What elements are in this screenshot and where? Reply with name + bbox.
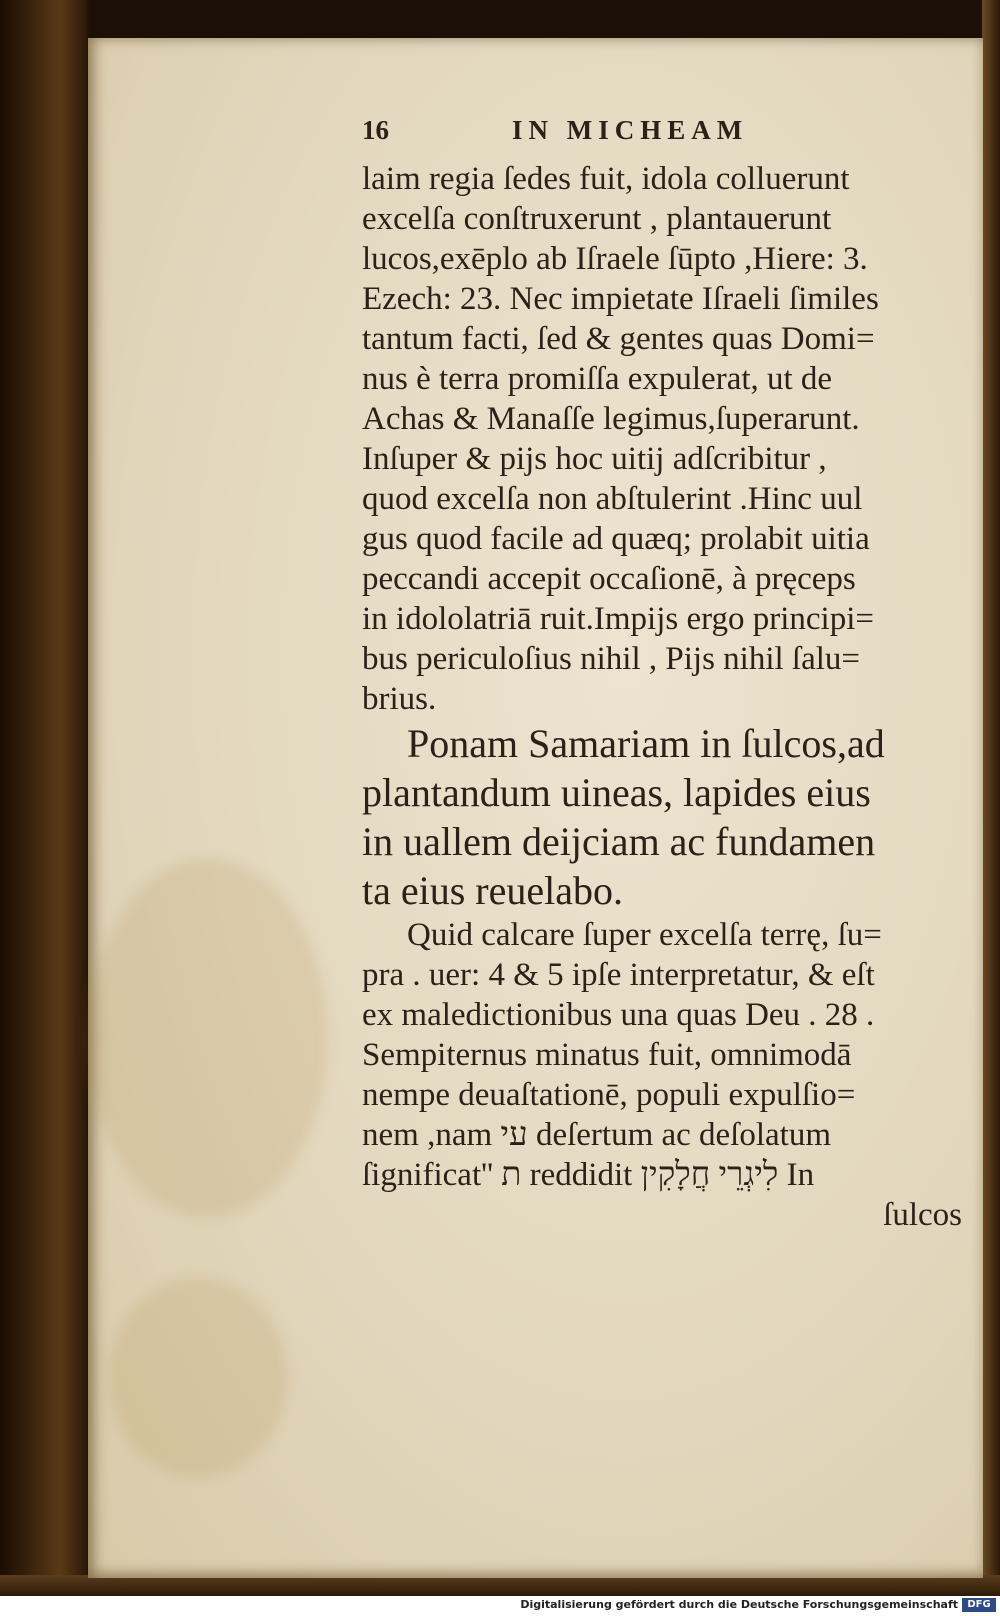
water-stain: [108, 1278, 288, 1478]
verse-line: ta eius reuelabo.: [362, 868, 623, 913]
text-line: quod excelſa non abſtulerint .Hinc uul: [362, 481, 863, 517]
text-line: excelſa conſtruxerunt , plantauerunt: [362, 201, 832, 237]
book-edge-bottom: [0, 1575, 1000, 1597]
text-line: bus periculoſius nihil , Pijs nihil ſalu=: [362, 641, 861, 677]
text-line: nempe deuaſtationē, populi expulſio=: [362, 1077, 856, 1113]
text-line: laim regia ſedes fuit, idola colluerunt: [362, 161, 850, 197]
commentary-paragraph: [362, 159, 962, 719]
text-line: pra . uer: 4 & 5 ipſe interpretatur, & eſt: [362, 957, 875, 993]
water-stain: [88, 858, 328, 1218]
scripture-verse: [362, 719, 962, 915]
text-block: [362, 115, 962, 1235]
text-line: gus quod facile ad quæq; prolabit uitia: [362, 521, 870, 557]
text-line: Ezech: 23. Nec impietate Iſraeli ſimiles: [362, 281, 879, 317]
text-line: in idololatriā ruit.Impijs ergo principi=: [362, 601, 874, 637]
page-number: 16: [362, 115, 389, 145]
page-header: [362, 115, 962, 155]
text-line: Sempiternus minatus fuit, omnimodā: [362, 1037, 852, 1073]
verse-line: in uallem deijciam ac fundamen: [362, 819, 876, 864]
dfg-logo: DFG: [962, 1598, 996, 1612]
text-line: Inſuper & pijs hoc uitij adſcribitur ,: [362, 441, 827, 477]
funding-credit: Digitalisierung gefördert durch die Deutsche Forschungsgemeinschaft: [520, 1598, 958, 1611]
verse-line: plantandum uineas, lapides eius: [362, 770, 871, 815]
text-line: nus è terra promiſſa expulerat, ut de: [362, 361, 833, 397]
catchword: ſulcos: [883, 1197, 962, 1233]
running-title: IN MICHEAM: [512, 115, 749, 145]
text-line: lucos,exēplo ab Iſraele ſūpto ,Hiere: 3.: [362, 241, 868, 277]
text-line: Quid calcare ſuper excelſa terrę, ſu=: [407, 917, 882, 953]
text-line: nem ,nam עי deſertum ac deſolatum: [362, 1117, 832, 1153]
exposition-paragraph: [362, 915, 962, 1195]
text-line: ſignificat'' ת reddidit לִיגְרֵי חֲלָקִין In: [362, 1157, 815, 1193]
text-line: brius.: [362, 681, 437, 717]
text-line: peccandi accepit occaſionē, à pręceps: [362, 561, 856, 597]
text-line: Achas & Manaſſe legimus,ſuperarunt.: [362, 401, 860, 437]
verse-line: Ponam Samariam in ſulcos,ad: [407, 721, 885, 766]
text-line: ex maledictionibus una quas Deu . 28 .: [362, 997, 875, 1033]
text-line: tantum facti, ſed & gentes quas Domi=: [362, 321, 875, 357]
book-edge-right: [982, 0, 1000, 1616]
